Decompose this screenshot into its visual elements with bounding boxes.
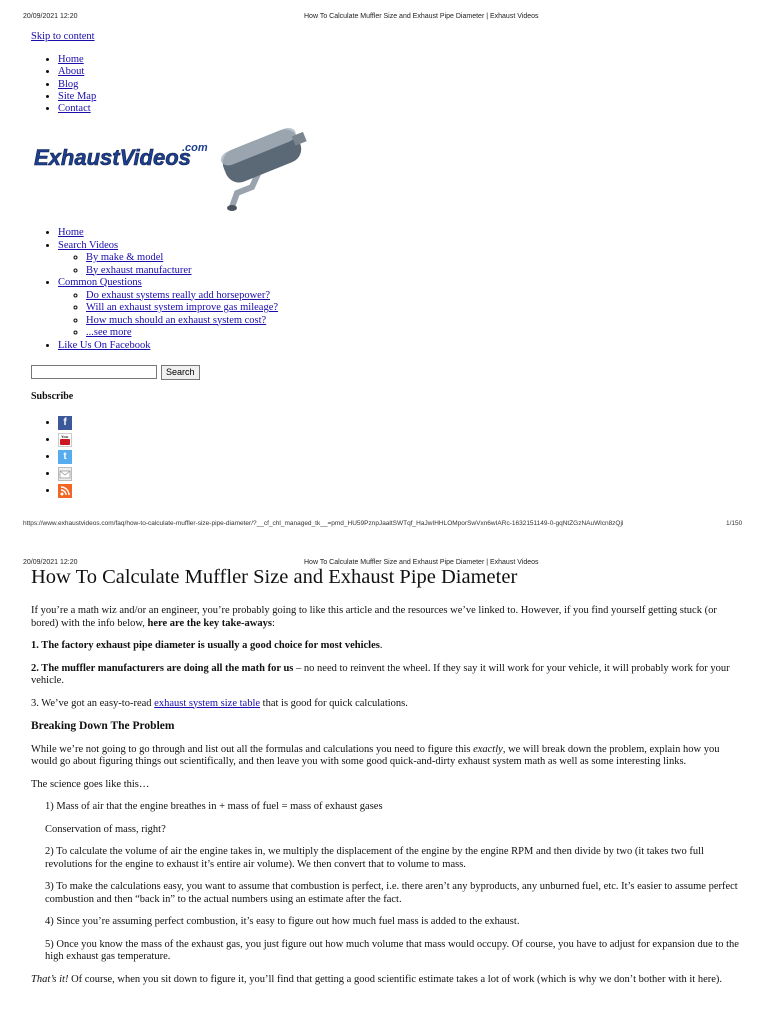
nav-horsepower-link[interactable]: Do exhaust systems really add horsepower? <box>86 289 270 301</box>
pdf-footer-url: https://www.exhaustvideos.com/faq/how-to-calculate-muffler-size-pipe-diameter/?__cf_chl_managed_tk__=pmd_HU59PznpJaaltSWTqf_HaJwIHHLOMporSwVxn6wIARc-1632151149-0-gqNtZGzNAuWlcn8zQjl <box>23 520 624 527</box>
facebook-icon[interactable]: f <box>58 416 72 430</box>
takeaway-2: 2. The muffler manufacturers are doing all the math for us – no need to reinvent the wheel. If they say it will work for your vehicle, it will probably work for your vehicle. <box>31 662 730 686</box>
nav-see-more-link[interactable]: ...see more <box>86 327 132 338</box>
rss-icon[interactable] <box>58 484 72 498</box>
social-item <box>58 433 72 450</box>
social-item <box>58 416 72 433</box>
nav-item <box>58 340 278 353</box>
search-form <box>31 363 200 381</box>
social-item <box>58 484 72 501</box>
nav-subitem <box>86 315 278 328</box>
step-5: 5) Once you know the mass of the exhaust gas, you just figure out how much volume that mass would occupy. Of course, you have to adjust for expansion due to the high exhaust gas temperature. <box>45 938 739 962</box>
main-nav <box>40 227 278 352</box>
nav-item <box>58 240 278 278</box>
body-paragraph: The science goes like this… <box>31 778 150 790</box>
top-menu-sitemap-link[interactable]: Site Map <box>58 90 97 102</box>
body-paragraph: While we’re not going to go through and list out all the formulas and calculations you need to figure this exactly, we will break down the problem, explain how you would go about figuring things out scientifically, and then leave you with some good quick-and-dirty exhaust system math as well as some interesting links. <box>31 743 720 767</box>
nav-questions-submenu <box>58 290 278 340</box>
nav-item <box>58 277 278 340</box>
nav-by-make-model-link[interactable]: By make & model <box>86 252 164 263</box>
closing-paragraph: That’s it! Of course, when you sit down to figure it, you’ll find that getting a good scientific estimate takes a lot of work (which is why we don’t bother with it here). <box>31 973 723 985</box>
article-body <box>31 605 739 996</box>
nav-subitem <box>86 302 278 315</box>
logo-text: ExhaustVideos <box>34 145 191 170</box>
nav-search-submenu <box>58 252 278 277</box>
nav-item <box>58 227 278 240</box>
intro-paragraph: If you’re a math wiz and/or an engineer, you’re probably going to like this article and the resources we’ve linked to. However, if you find yourself getting stuck (or bored) with the info below, here are the key take-aways: <box>31 605 717 629</box>
pdf-header-title: How To Calculate Muffler Size and Exhaust Pipe Diameter | Exhaust Videos <box>304 559 539 566</box>
nav-subitem <box>86 290 278 303</box>
social-item <box>58 467 72 484</box>
pdf-page-2 <box>0 553 768 1024</box>
logo-suffix: .com <box>182 142 208 154</box>
top-menu-item <box>58 79 96 91</box>
top-menu-item <box>58 103 96 115</box>
exhaust-size-table-link[interactable]: exhaust system size table <box>154 697 261 709</box>
nav-by-manufacturer-link[interactable]: By exhaust manufacturer <box>86 264 192 276</box>
step-3: 3) To make the calculations easy, you want to assume that combustion is perfect, i.e. there aren’t any byproducts, any unburned fuel, etc. It’s easier to assume perfect combustion and then “back in” to the actual numbers using an estimate after the fact. <box>45 881 738 905</box>
email-icon[interactable] <box>58 467 72 481</box>
social-icons-list <box>40 416 72 501</box>
top-menu-item <box>58 91 96 103</box>
top-menu-item <box>58 66 96 78</box>
article-title: How To Calculate Muffler Size and Exhaust Pipe Diameter <box>31 566 518 588</box>
muffler-logo-icon <box>32 125 310 213</box>
top-menu <box>40 54 96 115</box>
step-1: 1) Mass of air that the engine breathes in + mass of fuel = mass of exhaust gases <box>45 801 383 812</box>
nav-subitem <box>86 252 278 265</box>
nav-subitem <box>86 265 278 278</box>
takeaway-3: 3. We’ve got an easy-to-read exhaust system size table that is good for quick calculations. <box>31 697 408 709</box>
takeaway-1: 1. The factory exhaust pipe diameter is usually a good choice for most vehicles. <box>31 640 383 651</box>
top-menu-blog-link[interactable]: Blog <box>58 78 79 90</box>
top-menu-item <box>58 54 96 66</box>
step-2: 2) To calculate the volume of air the engine takes in, we multiply the displacement of the engine by the engine RPM and then divide by two (it takes two full revolutions for the engine to exhaust it’s entire air volume). We then convert that to volume to mass. <box>45 846 704 870</box>
nav-gas-mileage-link[interactable]: Will an exhaust system improve gas mileage? <box>86 302 279 313</box>
nav-cost-link[interactable]: How much should an exhaust system cost? <box>86 314 267 326</box>
top-menu-contact-link[interactable]: Contact <box>58 103 91 115</box>
nav-subitem <box>86 327 278 340</box>
skip-to-content-link[interactable]: Skip to content <box>31 31 95 42</box>
svg-text:You: • You <box>61 434 69 439</box>
pdf-header-date: 20/09/2021 12:20 <box>23 559 78 566</box>
pdf-header-title: How To Calculate Muffler Size and Exhaust Pipe Diameter | Exhaust Videos <box>304 13 539 20</box>
top-menu-home-link[interactable]: Home <box>58 54 84 65</box>
step-1-note: Conservation of mass, right? <box>45 823 166 835</box>
youtube-icon[interactable] <box>58 433 72 447</box>
section-heading: Breaking Down The Problem <box>31 720 175 732</box>
twitter-icon[interactable]: t <box>58 450 72 464</box>
pdf-header <box>0 10 768 24</box>
social-item <box>58 450 72 467</box>
top-menu-about-link[interactable]: About <box>58 66 85 78</box>
nav-home-link[interactable]: Home <box>58 227 84 238</box>
site-logo[interactable] <box>32 125 310 213</box>
search-button[interactable]: Search <box>161 365 200 380</box>
nav-search-videos-link[interactable]: Search Videos <box>58 239 119 251</box>
subscribe-heading: Subscribe <box>31 391 74 402</box>
search-input[interactable] <box>31 365 157 379</box>
pdf-footer-page: 1/150 <box>726 520 743 527</box>
step-4: 4) Since you’re assuming perfect combustion, it’s easy to figure out how much fuel mass is added to the exhaust. <box>45 916 520 927</box>
pdf-header-date: 20/09/2021 12:20 <box>23 13 78 20</box>
nav-common-questions-link[interactable]: Common Questions <box>58 277 142 288</box>
pdf-footer <box>0 519 768 531</box>
nav-facebook-link[interactable]: Like Us On Facebook <box>58 339 151 351</box>
